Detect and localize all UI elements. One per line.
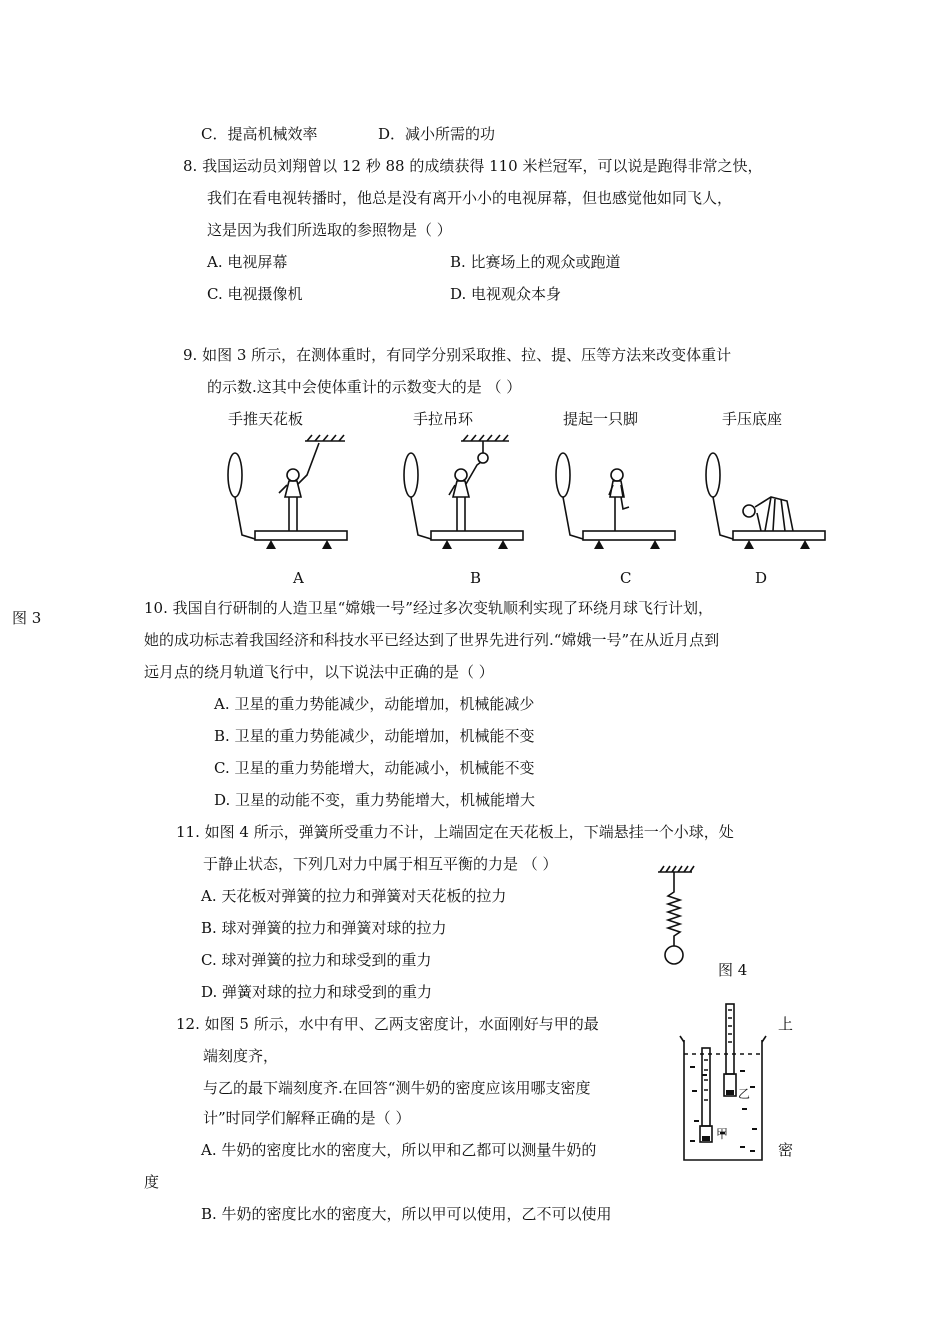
fig3-letter-d: D	[755, 569, 768, 587]
fig3-caption-a: 手推天花板	[228, 410, 304, 428]
q11-stem-line2: 于静止状态，下列几对力中属于相互平衡的力是 （ ）	[203, 855, 558, 873]
fig3-letter-a: A	[293, 569, 304, 587]
fig5-label-yi: 乙	[738, 1087, 751, 1101]
q10-stem-line3: 远月点的绕月轨道飞行中，以下说法中正确的是（ ）	[144, 663, 494, 681]
q11-option-c: C. 球对弹簧的拉力和球受到的重力	[201, 951, 432, 969]
fig3-scale-a	[228, 435, 347, 549]
q10-option-a: A. 卫星的重力势能减少，动能增加，机械能减少	[214, 695, 535, 713]
fig3-caption-b: 手拉吊环	[413, 410, 474, 428]
q8-stem-line2: 我们在看电视转播时，他总是没有离开小小的电视屏幕，但也感觉他如同飞人，	[207, 189, 733, 207]
q9-stem-line1: 9. 如图 3 所示，在测体重时，有同学分别采取推、拉、提、压等方法来改变体重计	[183, 346, 732, 364]
q12-option-a-wrap: 度	[144, 1173, 160, 1191]
q8-option-a: A. 电视屏幕	[207, 253, 288, 271]
q12-option-a-tail: 密	[778, 1141, 794, 1159]
fig3-scale-d	[706, 453, 825, 549]
fig3-illustration	[215, 435, 845, 560]
q12-option-a: A. 牛奶的密度比水的密度大，所以甲和乙都可以测量牛奶的	[201, 1141, 597, 1159]
q10-stem-line1: 10. 我国自行研制的人造卫星“嫦娥一号”经过多次变轨顺利实现了环绕月球飞行计划，	[144, 599, 713, 617]
fig5-label-jia: 甲	[716, 1127, 729, 1141]
q10-option-d: D. 卫星的动能不变，重力势能增大，机械能增大	[214, 791, 536, 809]
q9-stem-line2: 的示数.这其中会使体重计的示数变大的是 （ ）	[207, 378, 522, 396]
q8-stem-line3: 这是因为我们所选取的参照物是（ ）	[207, 221, 452, 239]
q10-option-c: C. 卫星的重力势能增大，动能减小，机械能不变	[214, 759, 535, 777]
q10-stem-line2: 她的成功标志着我国经济和科技水平已经达到了世界先进行列.“嫦娥一号”在从近月点到	[144, 631, 720, 649]
fig4-spring-ball	[650, 864, 700, 968]
q12-stem-line4: 计”时同学们解释正确的是（ ）	[203, 1109, 411, 1127]
q7-option-d: D．减小所需的功	[378, 125, 496, 143]
q12-stem-line1-tail: 上	[778, 1015, 794, 1033]
fig3-scale-b	[404, 435, 523, 549]
q8-stem-line1: 8. 我国运动员刘翔曾以 12 秒 88 的成绩获得 110 米栏冠军，可以说是跑得非常之快，	[183, 157, 763, 175]
fig3-caption-d: 手压底座	[722, 410, 783, 428]
q8-option-b: B. 比赛场上的观众或跑道	[450, 253, 621, 271]
q8-option-c: C. 电视摄像机	[207, 285, 303, 303]
q11-option-d: D. 弹簧对球的拉力和球受到的重力	[201, 983, 433, 1001]
q7-option-c: C．提高机械效率	[201, 125, 318, 143]
fig3-letter-c: C	[620, 569, 632, 587]
q12-stem-line1: 12. 如图 5 所示，水中有甲、乙两支密度计，水面刚好与甲的最	[176, 1015, 599, 1033]
q11-option-b: B. 球对弹簧的拉力和弹簧对球的拉力	[201, 919, 447, 937]
q12-stem-line3: 与乙的最下端刻度齐.在回答“测牛奶的密度应该用哪支密度	[203, 1079, 591, 1097]
fig3-caption-c: 提起一只脚	[563, 410, 639, 428]
q8-option-d: D. 电视观众本身	[450, 285, 562, 303]
fig3-scale-c	[556, 453, 675, 549]
q10-option-b: B. 卫星的重力势能减少，动能增加，机械能不变	[214, 727, 535, 745]
fig4-label: 图 4	[718, 961, 748, 979]
q11-option-a: A. 天花板对弹簧的拉力和弹簧对天花板的拉力	[201, 887, 507, 905]
q12-option-b: B. 牛奶的密度比水的密度大，所以甲可以使用，乙不可以使用	[201, 1205, 612, 1223]
q12-stem-line2: 端刻度齐，	[203, 1047, 279, 1065]
fig3-letter-b: B	[470, 569, 482, 587]
q11-stem-line1: 11. 如图 4 所示，弹簧所受重力不计，上端固定在天花板上，下端悬挂一个小球，处	[176, 823, 734, 841]
fig3-label: 图 3	[12, 609, 42, 627]
